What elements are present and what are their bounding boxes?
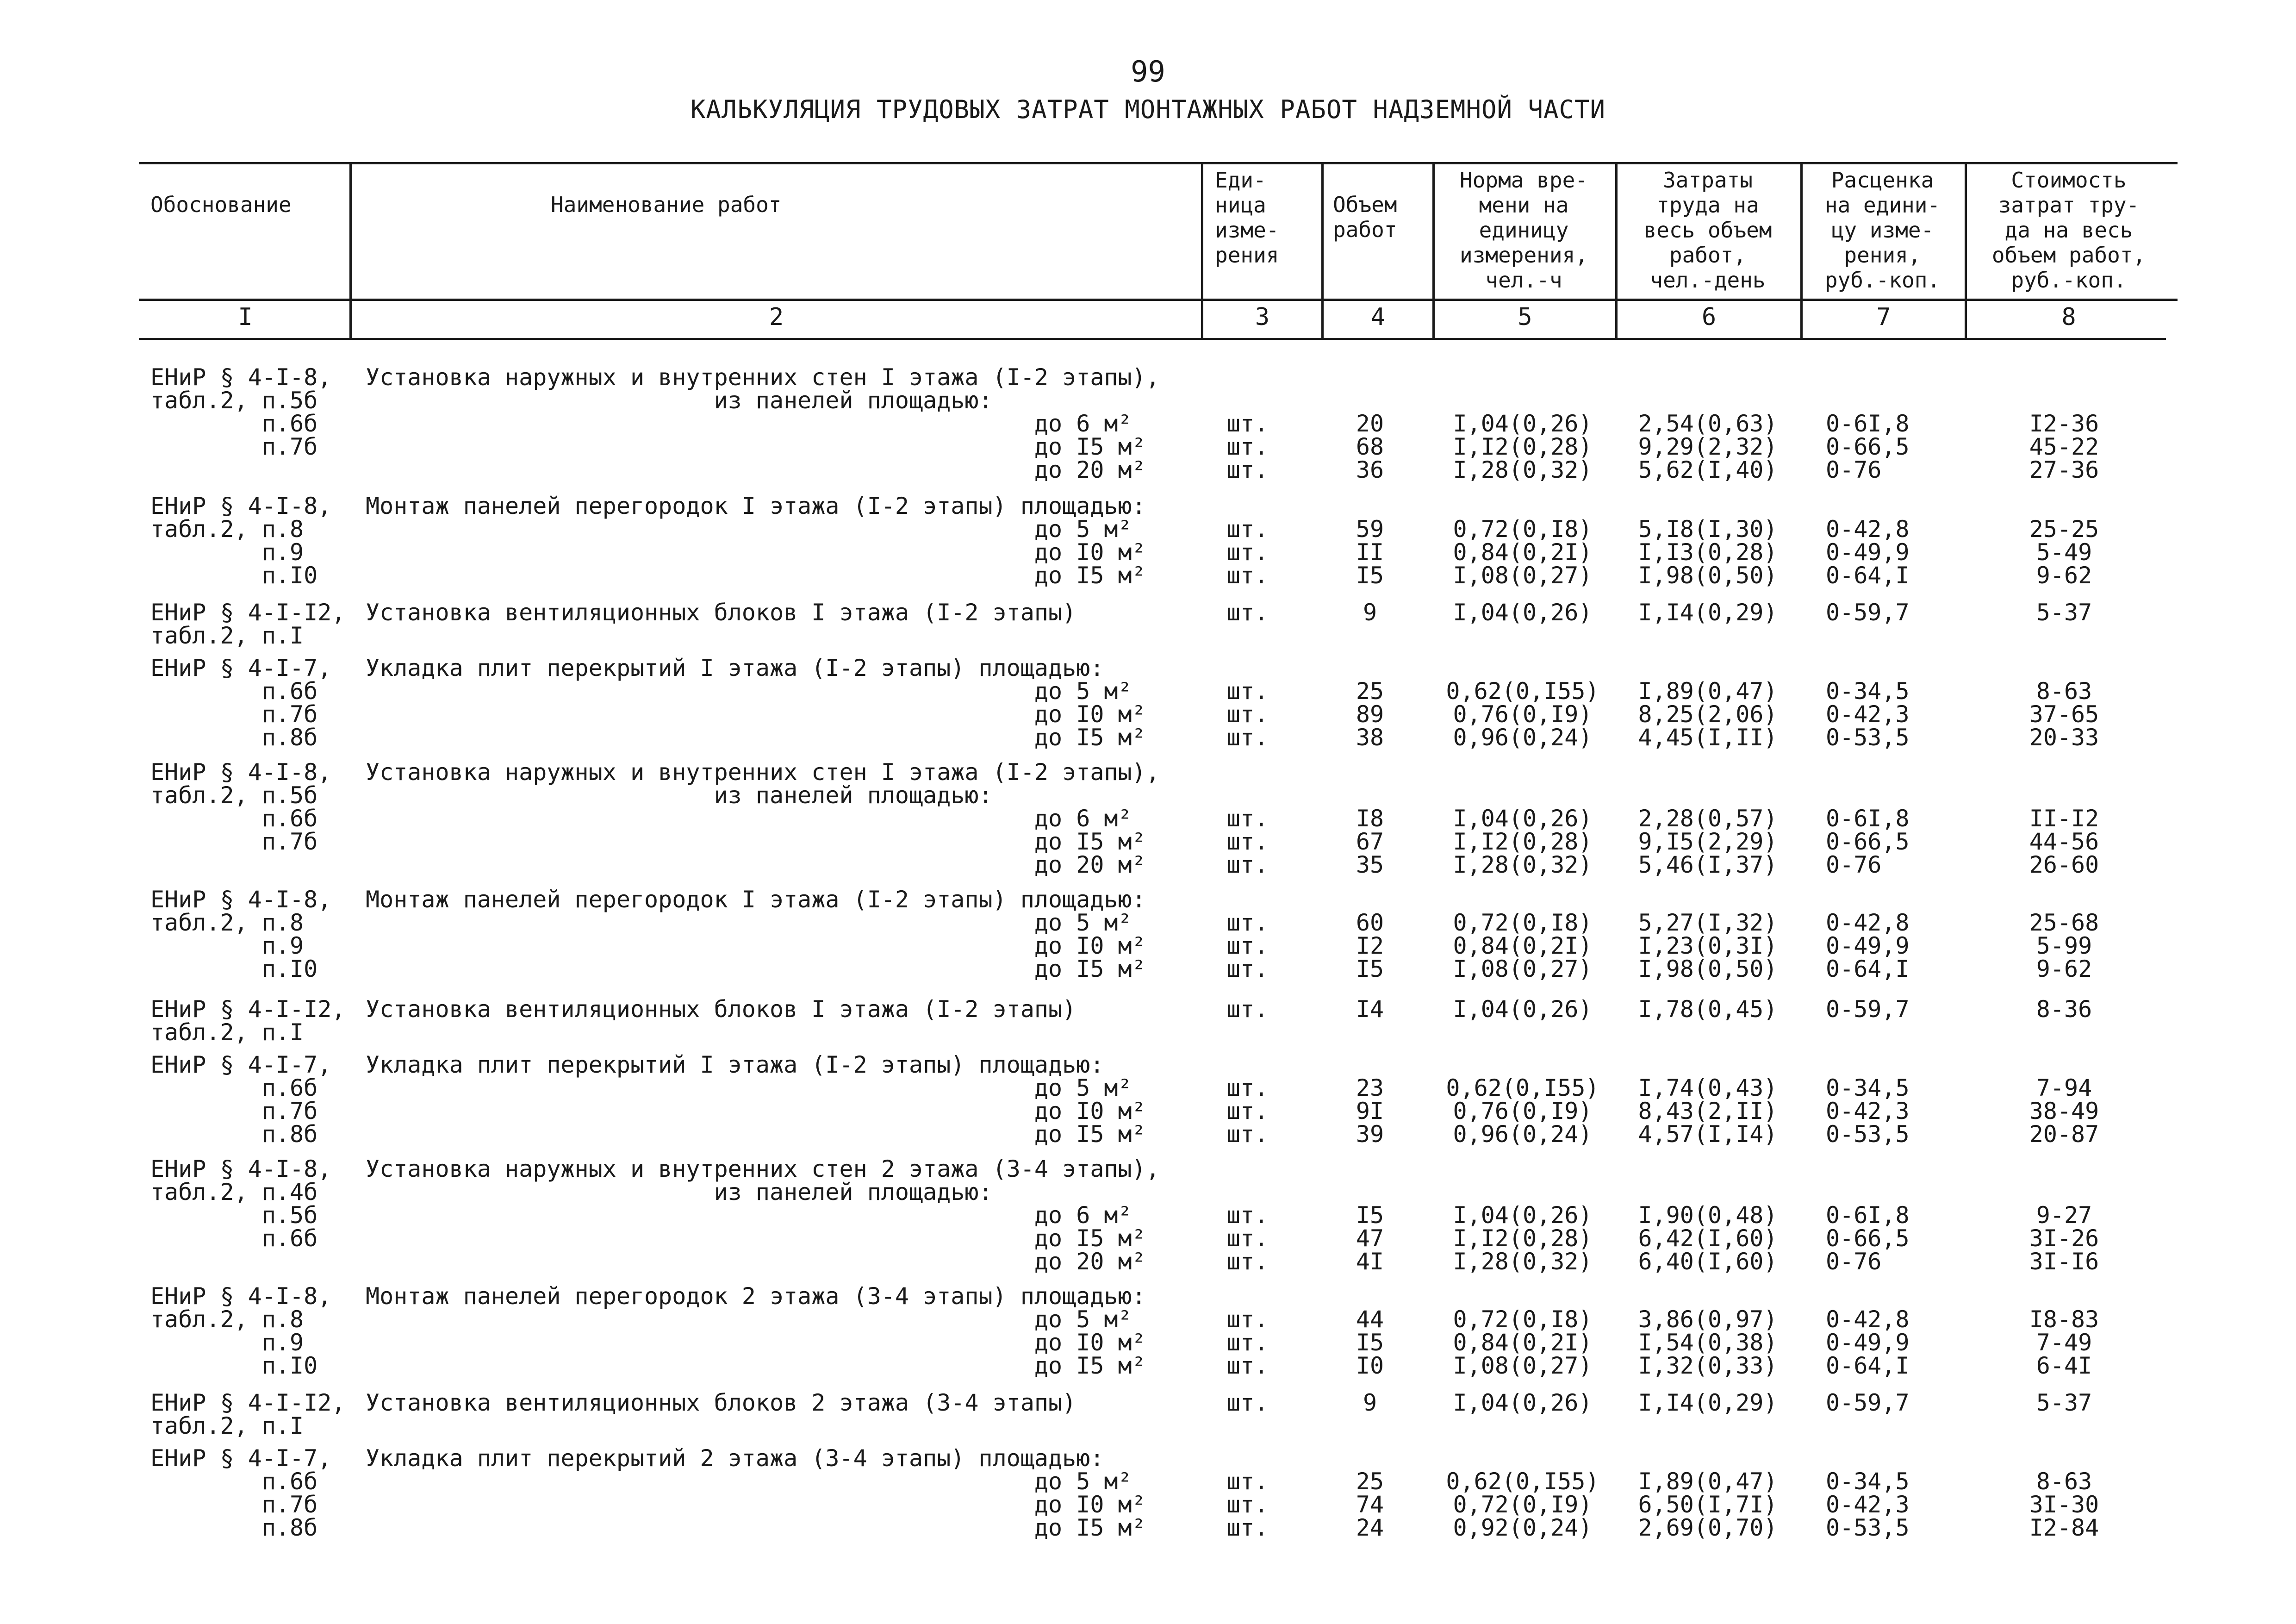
page-title: КАЛЬКУЛЯЦИЯ ТРУДОВЫХ ЗАТРАТ МОНТАЖНЫХ РАБОТ НАДЗЕМНОЙ ЧАСТИ: [690, 95, 1606, 124]
cost-cell: 8-63 37-65 20-33: [2029, 678, 2099, 751]
work-name-cell: Монтаж панелей перегородок I этажа (I-2 этапы) площадью: до 5 м² до I0 м² до I5 м²: [366, 886, 1146, 982]
labor-cell: I,74(0,43) 8,43(2,II) 4,57(I,I4): [1638, 1074, 1778, 1148]
rate-cell: 0-34,5 0-42,3 0-53,5: [1826, 678, 1910, 751]
cost-cell: 25-68 5-99 9-62: [2029, 909, 2099, 982]
basis-cell: ЕНиР § 4-I-8, табл.2, п.8 п.9 п.I0: [150, 1283, 332, 1379]
cost-cell: I2-36 45-22 27-36: [2029, 410, 2099, 483]
cost-cell: 7-94 38-49 20-87: [2029, 1074, 2099, 1148]
basis-cell: ЕНиР § 4-I-7, п.6б п.7б п.8б: [150, 655, 332, 751]
volume-cell: I4: [1356, 996, 1384, 1023]
labor-cell: 2,54(0,63) 9,29(2,32) 5,62(I,40): [1638, 410, 1778, 483]
header-cost: Стоимость затрат тру- да на весь объем работ, руб.-коп.: [1991, 168, 2146, 293]
norm-cell: I,04(0,26): [1453, 1389, 1593, 1416]
labor-cell: 5,I8(I,30) I,I3(0,28) I,98(0,50): [1638, 516, 1778, 589]
work-name-cell: Установка наружных и внутренних стен 2 этажа (3-4 этапы), из панелей площадью: до 6 м² до I5 м² до 20 м²: [366, 1156, 1160, 1275]
unit-cell: шт. шт. шт.: [1226, 1074, 1269, 1148]
cost-cell: I8-83 7-49 6-4I: [2029, 1306, 2099, 1379]
header-volume: Объем работ: [1333, 192, 1397, 242]
unit-cell: шт. шт. шт.: [1226, 805, 1269, 878]
col-number-5: 5: [1518, 303, 1532, 331]
unit-cell: шт. шт. шт.: [1226, 909, 1269, 982]
work-name-cell: Укладка плит перекрытий 2 этажа (3-4 этапы) площадью: до 5 м² до I0 м² до I5 м²: [366, 1445, 1146, 1541]
col-number-2: 2: [769, 303, 784, 331]
header-labor: Затраты труда на весь объем работ, чел.-день: [1643, 168, 1772, 293]
norm-cell: 0,72(0,I8) 0,84(0,2I) I,08(0,27): [1453, 1306, 1593, 1379]
labor-cell: 5,27(I,32) I,23(0,3I) I,98(0,50): [1638, 909, 1778, 982]
work-name-cell: Монтаж панелей перегородок 2 этажа (3-4 этапы) площадью: до 5 м² до I0 м² до I5 м²: [366, 1283, 1146, 1379]
cost-cell: 25-25 5-49 9-62: [2029, 516, 2099, 589]
norm-cell: I,04(0,26) I,I2(0,28) I,28(0,32): [1453, 410, 1593, 483]
volume-cell: 44 I5 I0: [1356, 1306, 1384, 1379]
rate-cell: 0-42,8 0-49,9 0-64,I: [1826, 909, 1910, 982]
unit-cell: шт. шт. шт.: [1226, 1468, 1269, 1541]
volume-cell: 59 II I5: [1356, 516, 1384, 589]
norm-cell: 0,72(0,I8) 0,84(0,2I) I,08(0,27): [1453, 516, 1593, 589]
basis-cell: ЕНиР § 4-I-I2, табл.2, п.I: [150, 599, 346, 649]
labor-cell: 2,28(0,57) 9,I5(2,29) 5,46(I,37): [1638, 805, 1778, 878]
header-work-name: Наименование работ: [551, 192, 782, 217]
col-number-7: 7: [1876, 303, 1891, 331]
col-number-1: I: [238, 303, 253, 331]
table-numbers-rule: [139, 338, 2166, 340]
volume-cell: 60 I2 I5: [1356, 909, 1384, 982]
volume-cell: 9: [1363, 1389, 1377, 1416]
rate-cell: 0-6I,8 0-66,5 0-76: [1826, 410, 1910, 483]
work-name-cell: Укладка плит перекрытий I этажа (I-2 этапы) площадью: до 5 м² до I0 м² до I5 м²: [366, 655, 1146, 751]
rate-cell: 0-59,7: [1826, 1389, 1910, 1416]
cost-cell: 9-27 3I-26 3I-I6: [2029, 1202, 2099, 1275]
labor-cell: I,I4(0,29): [1638, 1389, 1778, 1416]
page-number: 99: [1131, 55, 1165, 88]
cost-cell: 8-36: [2036, 996, 2092, 1023]
rate-cell: 0-34,5 0-42,3 0-53,5: [1826, 1468, 1910, 1541]
unit-cell: шт. шт. шт.: [1226, 410, 1269, 483]
col-number-3: 3: [1255, 303, 1270, 331]
rate-cell: 0-42,8 0-49,9 0-64,I: [1826, 1306, 1910, 1379]
volume-cell: 25 74 24: [1356, 1468, 1384, 1541]
basis-cell: ЕНиР § 4-I-7, п.6б п.7б п.8б: [150, 1445, 332, 1541]
basis-cell: ЕНиР § 4-I-8, табл.2, п.4б п.5б п.6б: [150, 1156, 332, 1252]
work-name-cell: Установка вентиляционных блоков I этажа (I-2 этапы): [366, 996, 1076, 1023]
rate-cell: 0-6I,8 0-66,5 0-76: [1826, 805, 1910, 878]
work-name-cell: Установка наружных и внутренних стен I этажа (I-2 этапы), из панелей площадью: до 6 м² до I5 м² до 20 м²: [366, 759, 1160, 878]
norm-cell: 0,62(0,I55) 0,76(0,I9) 0,96(0,24): [1446, 678, 1599, 751]
header-unit: Еди- ница изме- рения: [1215, 168, 1279, 268]
header-rate: Расценка на едини- цу изме- рения, руб.-коп.: [1824, 168, 1941, 293]
table-header-rule: [139, 299, 2178, 301]
rate-cell: 0-59,7: [1826, 599, 1910, 626]
work-name-cell: Монтаж панелей перегородок I этажа (I-2 этапы) площадью: до 5 м² до I0 м² до I5 м²: [366, 493, 1146, 589]
labor-cell: I,I4(0,29): [1638, 599, 1778, 626]
col-number-8: 8: [2061, 303, 2076, 331]
rate-cell: 0-34,5 0-42,3 0-53,5: [1826, 1074, 1910, 1148]
basis-cell: ЕНиР § 4-I-8, табл.2, п.5б п.6б п.7б: [150, 364, 332, 460]
unit-cell: шт. шт. шт.: [1226, 1202, 1269, 1275]
basis-cell: ЕНиР § 4-I-I2, табл.2, п.I: [150, 1389, 346, 1439]
volume-cell: 25 89 38: [1356, 678, 1384, 751]
norm-cell: I,04(0,26) I,I2(0,28) I,28(0,32): [1453, 805, 1593, 878]
volume-cell: 23 9I 39: [1356, 1074, 1384, 1148]
labor-cell: 3,86(0,97) I,54(0,38) I,32(0,33): [1638, 1306, 1778, 1379]
unit-cell: шт. шт. шт.: [1226, 516, 1269, 589]
labor-cell: I,90(0,48) 6,42(I,60) 6,40(I,60): [1638, 1202, 1778, 1275]
cost-cell: 8-63 3I-30 I2-84: [2029, 1468, 2099, 1541]
work-name-cell: Установка вентиляционных блоков 2 этажа (3-4 этапы): [366, 1389, 1076, 1416]
norm-cell: 0,62(0,I55) 0,76(0,I9) 0,96(0,24): [1446, 1074, 1599, 1148]
cost-cell: 5-37: [2036, 1389, 2092, 1416]
unit-cell: шт.: [1226, 599, 1269, 626]
unit-cell: шт.: [1226, 1389, 1269, 1416]
norm-cell: 0,62(0,I55) 0,72(0,I9) 0,92(0,24): [1446, 1468, 1599, 1541]
volume-cell: 9: [1363, 599, 1377, 626]
unit-cell: шт. шт. шт.: [1226, 678, 1269, 751]
norm-cell: 0,72(0,I8) 0,84(0,2I) I,08(0,27): [1453, 909, 1593, 982]
col-number-6: 6: [1701, 303, 1717, 331]
unit-cell: шт.: [1226, 996, 1269, 1023]
rate-cell: 0-42,8 0-49,9 0-64,I: [1826, 516, 1910, 589]
work-name-cell: Установка наружных и внутренних стен I этажа (I-2 этапы), из панелей площадью: до 6 м² до I5 м² до 20 м²: [366, 364, 1160, 483]
table-top-rule: [139, 162, 2178, 164]
labor-cell: I,78(0,45): [1638, 996, 1778, 1023]
basis-cell: ЕНиР § 4-I-7, п.6б п.7б п.8б: [150, 1051, 332, 1148]
header-basis: Обоснование: [150, 192, 292, 217]
labor-cell: I,89(0,47) 8,25(2,06) 4,45(I,II): [1638, 678, 1778, 751]
volume-cell: I8 67 35: [1356, 805, 1384, 878]
labor-cell: I,89(0,47) 6,50(I,7I) 2,69(0,70): [1638, 1468, 1778, 1541]
norm-cell: I,04(0,26): [1453, 996, 1593, 1023]
cost-cell: 5-37: [2036, 599, 2092, 626]
basis-cell: ЕНиР § 4-I-I2, табл.2, п.I: [150, 996, 346, 1046]
norm-cell: I,04(0,26): [1453, 599, 1593, 626]
basis-cell: ЕНиР § 4-I-8, табл.2, п.8 п.9 п.I0: [150, 493, 332, 589]
work-name-cell: Укладка плит перекрытий I этажа (I-2 этапы) площадью: до 5 м² до I0 м² до I5 м²: [366, 1051, 1146, 1148]
volume-cell: 20 68 36: [1356, 410, 1384, 483]
norm-cell: I,04(0,26) I,I2(0,28) I,28(0,32): [1453, 1202, 1593, 1275]
basis-cell: ЕНиР § 4-I-8, табл.2, п.5б п.6б п.7б: [150, 759, 332, 855]
unit-cell: шт. шт. шт.: [1226, 1306, 1269, 1379]
cost-cell: II-I2 44-56 26-60: [2029, 805, 2099, 878]
work-name-cell: Установка вентиляционных блоков I этажа (I-2 этапы): [366, 599, 1076, 626]
basis-cell: ЕНиР § 4-I-8, табл.2, п.8 п.9 п.I0: [150, 886, 332, 982]
rate-cell: 0-6I,8 0-66,5 0-76: [1826, 1202, 1910, 1275]
col-number-4: 4: [1370, 303, 1386, 331]
volume-cell: I5 47 4I: [1356, 1202, 1384, 1275]
rate-cell: 0-59,7: [1826, 996, 1910, 1023]
header-norm: Норма вре- мени на единицу измерения, чел.-ч: [1460, 168, 1588, 293]
